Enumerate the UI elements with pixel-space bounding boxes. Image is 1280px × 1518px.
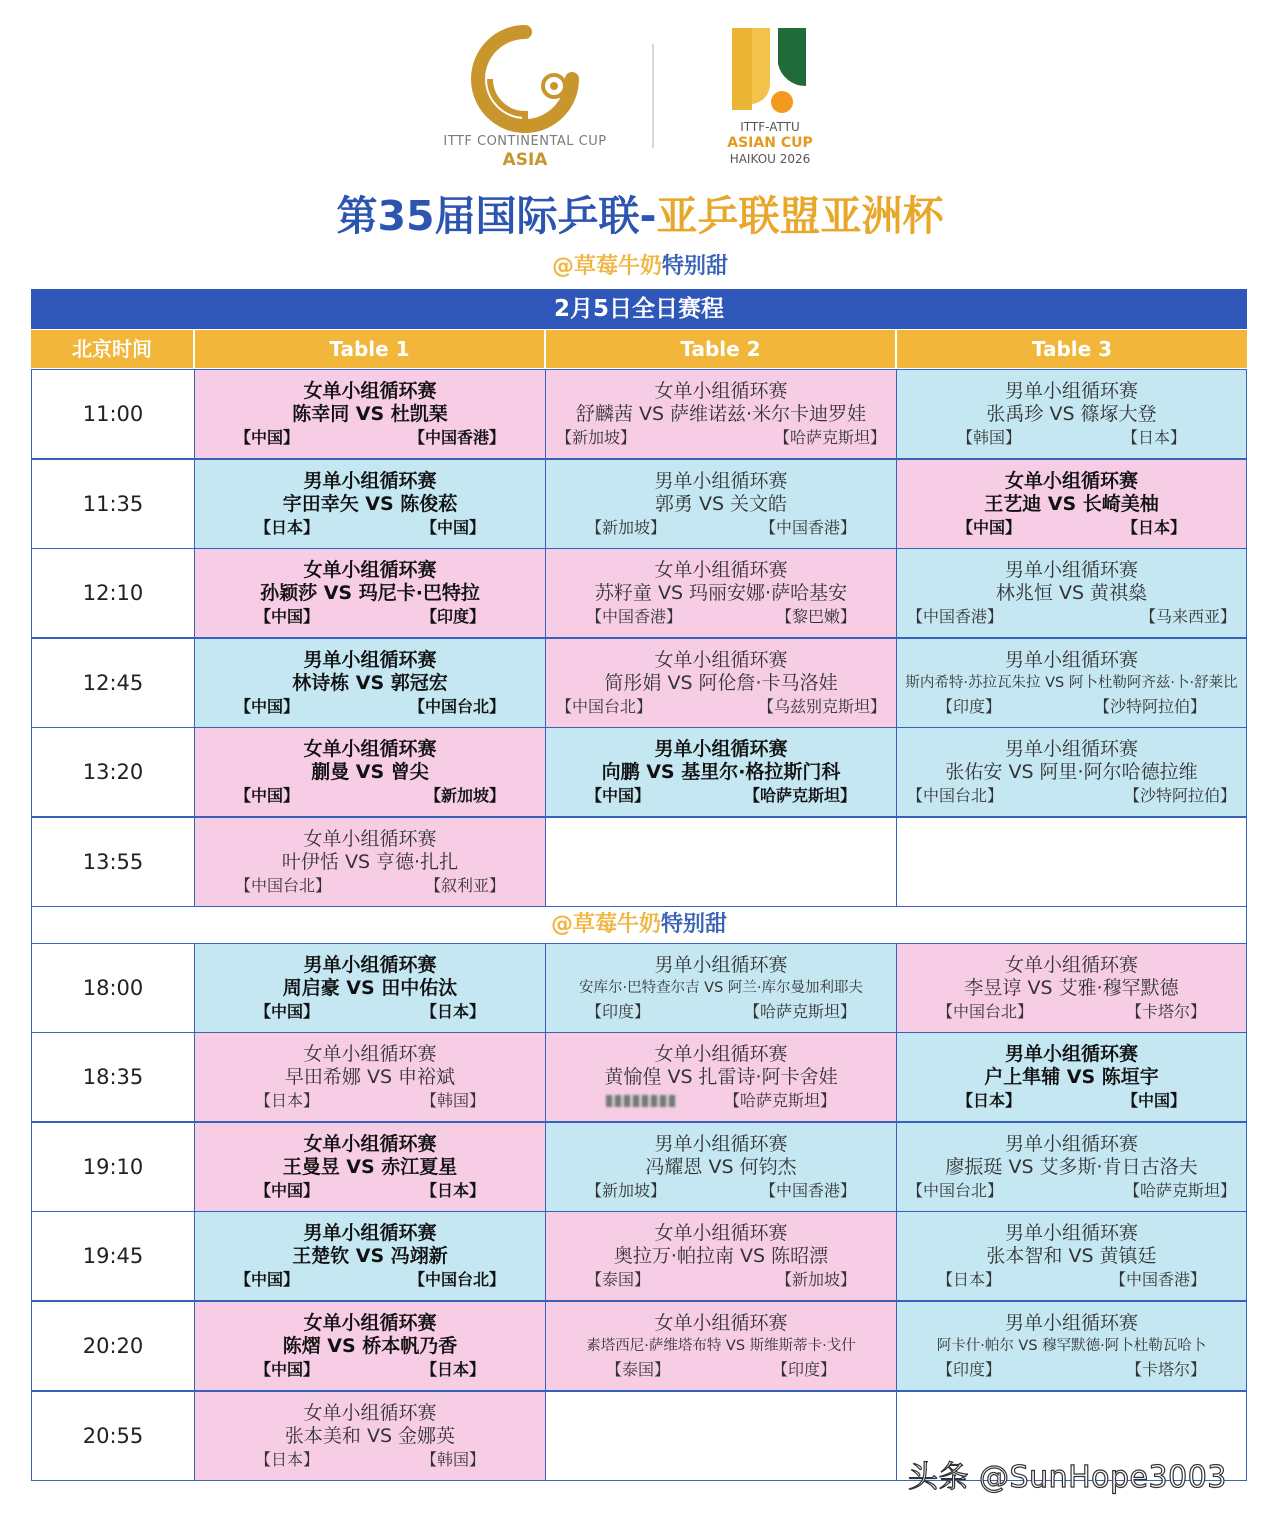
left-country: 【日本】 <box>937 1269 1002 1289</box>
event-name: 女单小组循环赛 <box>654 1311 788 1334</box>
match-players: 奥拉万·帕拉南 VS 陈昭漂 <box>613 1244 829 1267</box>
left-country: 【日本】 <box>255 1090 320 1110</box>
time-cell <box>31 1032 195 1122</box>
event-name: 女单小组循环赛 <box>654 648 788 671</box>
team-countries <box>195 1268 545 1291</box>
match-cell <box>545 727 897 817</box>
match-players: 张本美和 VS 金娜英 <box>284 1424 456 1447</box>
match-cell <box>896 369 1247 459</box>
event-name: 男单小组循环赛 <box>1004 558 1138 581</box>
left-country: 【日本】 <box>255 1449 320 1469</box>
right-country: 【中国香港】 <box>408 427 505 447</box>
event-name: 女单小组循环赛 <box>303 1042 437 1065</box>
match-cell <box>896 1032 1247 1122</box>
event-name: 女单小组循环赛 <box>303 379 437 402</box>
right-country: 【中国香港】 <box>759 517 856 537</box>
match-players: 陈熠 VS 桥本帆乃香 <box>282 1334 458 1357</box>
match-time: 13:55 <box>82 850 144 874</box>
left-country: 【韩国】 <box>957 427 1022 447</box>
footer-watermark: 头条 @SunHope3003 <box>908 1460 1227 1495</box>
left-country: 【中国台北】 <box>907 1180 1004 1200</box>
right-country: 【韩国】 <box>420 1090 485 1110</box>
left-country: 【新加坡】 <box>586 517 667 537</box>
left-country: 【泰国】 <box>586 1269 651 1289</box>
match-cell <box>194 943 546 1033</box>
match-players: 林兆恒 VS 黄祺燊 <box>995 581 1148 604</box>
empty-cell <box>896 817 1247 907</box>
match-players: 早田希娜 VS 申裕斌 <box>284 1065 456 1088</box>
team-countries <box>195 516 545 539</box>
event-name: 女单小组循环赛 <box>1004 953 1138 976</box>
left-country: 【中国台北】 <box>556 696 653 716</box>
match-cell <box>896 548 1247 638</box>
page-title <box>0 188 1280 244</box>
team-countries <box>897 1179 1246 1202</box>
left-country: 【印度】 <box>937 1359 1002 1379</box>
left-country: 【中国香港】 <box>907 606 1004 626</box>
right-country: 【卡塔尔】 <box>1125 1001 1206 1021</box>
team-countries <box>546 1358 896 1381</box>
col-header-time: 北京时间 <box>31 330 193 368</box>
event-name: 女单小组循环赛 <box>303 1132 437 1155</box>
team-countries <box>897 695 1246 718</box>
match-cell <box>545 459 897 549</box>
match-players: 简彤娟 VS 阿伦詹·卡马洛娃 <box>604 671 838 694</box>
right-country: 【中国台北】 <box>408 1269 505 1289</box>
right-country: 【哈萨克斯坦】 <box>1123 1180 1236 1200</box>
match-time: 12:45 <box>82 671 144 695</box>
right-country: 【马来西亚】 <box>1139 606 1236 626</box>
logo-divider <box>652 44 654 148</box>
time-cell <box>31 1391 195 1481</box>
event-name: 女单小组循环赛 <box>654 1221 788 1244</box>
match-cell <box>194 1211 546 1301</box>
match-cell <box>194 817 546 907</box>
match-cell <box>194 548 546 638</box>
match-players: 叶伊恬 VS 亨德·扎扎 <box>281 850 459 873</box>
team-countries <box>195 1089 545 1112</box>
time-cell <box>31 1301 195 1391</box>
match-time: 11:00 <box>82 402 144 426</box>
match-cell <box>545 369 897 459</box>
match-cell <box>545 943 897 1033</box>
left-country: 【中国】 <box>255 1001 320 1021</box>
redacted-country <box>606 1095 676 1107</box>
match-players: 舒麟茜 VS 萨维诺兹·米尔卡迪罗娃 <box>575 402 867 425</box>
match-time: 13:20 <box>82 760 144 784</box>
left-country: 【日本】 <box>255 517 320 537</box>
match-players: 王艺迪 VS 长崎美柚 <box>984 492 1159 515</box>
right-country: 【新加坡】 <box>775 1269 856 1289</box>
right-country: 【中国台北】 <box>408 696 505 716</box>
schedule-table <box>31 289 1247 1482</box>
event-name: 男单小组循环赛 <box>1004 1132 1138 1155</box>
time-cell <box>31 817 195 907</box>
event-name: 女单小组循环赛 <box>654 558 788 581</box>
continental-cup-emblem-icon <box>470 24 580 134</box>
left-country: 【中国台北】 <box>907 785 1004 805</box>
left-country: 【中国台北】 <box>937 1001 1034 1021</box>
match-cell <box>896 459 1247 549</box>
match-cell <box>896 943 1247 1033</box>
asian-cup-emblem-icon <box>730 24 810 116</box>
match-cell <box>545 1032 897 1122</box>
event-name: 男单小组循环赛 <box>1004 737 1138 760</box>
event-name: 男单小组循环赛 <box>654 953 788 976</box>
match-players: 孙颖莎 VS 玛尼卡·巴特拉 <box>260 581 480 604</box>
right-country: 【印度】 <box>420 606 485 626</box>
col-header-table1: Table 1 <box>195 330 544 368</box>
right-country: 【叙利亚】 <box>424 875 505 895</box>
event-name: 男单小组循环赛 <box>1004 648 1138 671</box>
event-name: 女单小组循环赛 <box>1004 469 1138 492</box>
time-cell <box>31 459 195 549</box>
team-countries <box>546 1268 896 1291</box>
watermark-mid <box>31 906 1247 944</box>
team-countries <box>546 605 896 628</box>
match-players: 阿卡什·帕尔 VS 穆罕默德·阿卜杜勒瓦哈卜 <box>936 1337 1207 1354</box>
logo-right-line1: ITTF-ATTU <box>740 120 800 134</box>
match-time: 18:00 <box>82 976 144 1000</box>
team-countries <box>195 874 545 897</box>
left-country: 【中国】 <box>235 427 300 447</box>
left-country: 【日本】 <box>957 1090 1022 1110</box>
left-country: 【印度】 <box>937 696 1002 716</box>
right-country: 【日本】 <box>420 1359 485 1379</box>
left-country: 【泰国】 <box>606 1359 671 1379</box>
match-time: 20:20 <box>82 1334 144 1358</box>
match-players: 户上隼辅 VS 陈垣宇 <box>984 1065 1159 1088</box>
team-countries <box>546 516 896 539</box>
match-time: 11:35 <box>82 492 144 516</box>
time-cell <box>31 638 195 728</box>
match-cell <box>194 459 546 549</box>
right-country: 【卡塔尔】 <box>1125 1359 1206 1379</box>
logo-left-line1: ITTF CONTINENTAL CUP <box>443 134 607 149</box>
left-country: 【中国】 <box>235 696 300 716</box>
left-country: 【新加坡】 <box>586 1180 667 1200</box>
match-time: 19:10 <box>82 1155 144 1179</box>
empty-cell <box>545 1391 897 1481</box>
right-country: 【印度】 <box>771 1359 836 1379</box>
asian-cup-logo <box>700 22 840 172</box>
match-players: 张佑安 VS 阿里·阿尔哈德拉维 <box>945 760 1198 783</box>
match-players: 斯内希特·苏拉瓦朱拉 VS 阿卜杜勒阿齐兹·卜·舒莱比 <box>905 674 1238 691</box>
match-cell <box>545 638 897 728</box>
watermark-part1: @草莓牛奶 <box>550 912 661 937</box>
left-country: 【新加坡】 <box>556 427 637 447</box>
right-country: 【中国香港】 <box>1109 1269 1206 1289</box>
time-cell <box>31 548 195 638</box>
match-cell <box>194 727 546 817</box>
match-players: 周启豪 VS 田中佑汰 <box>282 976 458 999</box>
match-players: 宇田幸矢 VS 陈俊菘 <box>282 492 458 515</box>
right-country: 【哈萨克斯坦】 <box>773 427 886 447</box>
match-players: 苏籽童 VS 玛丽安娜·萨哈基安 <box>594 581 848 604</box>
match-cell <box>896 638 1247 728</box>
match-cell <box>194 1391 546 1481</box>
right-country: 【新加坡】 <box>424 785 505 805</box>
event-name: 男单小组循环赛 <box>303 1221 437 1244</box>
match-time: 20:55 <box>82 1424 144 1448</box>
match-players: 李昱谆 VS 艾雅·穆罕默德 <box>964 976 1179 999</box>
event-name: 男单小组循环赛 <box>654 469 788 492</box>
match-players: 张禹珍 VS 篠塚大登 <box>986 402 1157 425</box>
right-country: 【沙特阿拉伯】 <box>1093 696 1206 716</box>
event-name: 男单小组循环赛 <box>1004 1042 1138 1065</box>
match-cell <box>194 638 546 728</box>
team-countries <box>195 784 545 807</box>
left-country: 【中国】 <box>957 517 1022 537</box>
team-countries <box>897 426 1246 449</box>
match-cell <box>194 1122 546 1212</box>
match-players: 王楚钦 VS 冯翊新 <box>292 1244 448 1267</box>
match-cell <box>896 1301 1247 1391</box>
right-country: 【哈萨克斯坦】 <box>723 1090 836 1110</box>
right-country: 【日本】 <box>1121 427 1186 447</box>
col-header-table3: Table 3 <box>897 330 1247 368</box>
event-name: 女单小组循环赛 <box>303 558 437 581</box>
left-country: 【中国】 <box>235 1269 300 1289</box>
right-country: 【日本】 <box>420 1001 485 1021</box>
event-name: 男单小组循环赛 <box>303 648 437 671</box>
match-cell <box>194 369 546 459</box>
match-cell <box>896 727 1247 817</box>
match-cell <box>545 1211 897 1301</box>
event-name: 男单小组循环赛 <box>654 737 788 760</box>
event-name: 男单小组循环赛 <box>654 1132 788 1155</box>
time-cell <box>31 369 195 459</box>
logo-right-line3: HAIKOU 2026 <box>729 152 811 166</box>
right-country: 【哈萨克斯坦】 <box>743 1001 856 1021</box>
match-players: 王曼昱 VS 赤江夏星 <box>282 1155 458 1178</box>
match-players: 黄愉偟 VS 扎雷诗·阿卡舍娃 <box>604 1065 838 1088</box>
schedule-title: 2月5日全日赛程 <box>31 289 1247 329</box>
left-country: 【中国台北】 <box>235 875 332 895</box>
logo-right-line2: ASIAN CUP <box>727 135 813 151</box>
event-name: 男单小组循环赛 <box>1004 1221 1138 1244</box>
time-cell <box>31 1122 195 1212</box>
team-countries <box>195 695 545 718</box>
event-name: 男单小组循环赛 <box>303 953 437 976</box>
match-players: 郭勇 VS 关文皓 <box>654 492 788 515</box>
match-cell <box>545 1301 897 1391</box>
match-players: 廖振珽 VS 艾多斯·肯日古洛夫 <box>945 1155 1198 1178</box>
left-country: 【中国】 <box>235 785 300 805</box>
match-cell <box>545 548 897 638</box>
event-name: 女单小组循环赛 <box>303 1311 437 1334</box>
time-cell <box>31 1211 195 1301</box>
right-country: 【日本】 <box>1121 517 1186 537</box>
event-name: 女单小组循环赛 <box>303 827 437 850</box>
team-countries <box>195 605 545 628</box>
title-part1: 第35届国际乒联- <box>336 192 657 240</box>
time-cell <box>31 943 195 1033</box>
match-cell <box>896 1122 1247 1212</box>
left-country: 【中国】 <box>255 606 320 626</box>
logo-left-line2: ASIA <box>502 150 548 170</box>
event-name: 女单小组循环赛 <box>654 1042 788 1065</box>
team-countries <box>195 1358 545 1381</box>
team-countries <box>897 784 1246 807</box>
empty-cell <box>545 817 897 907</box>
match-cell <box>194 1032 546 1122</box>
right-country: 【沙特阿拉伯】 <box>1123 785 1236 805</box>
logo-header <box>0 0 1280 180</box>
match-time: 19:45 <box>82 1244 144 1268</box>
event-name: 男单小组循环赛 <box>303 469 437 492</box>
match-players: 张本智和 VS 黄镇廷 <box>986 1244 1157 1267</box>
right-country: 【黎巴嫩】 <box>775 606 856 626</box>
left-country: 【中国】 <box>255 1180 320 1200</box>
match-time: 18:35 <box>82 1065 144 1089</box>
match-cell <box>194 1301 546 1391</box>
right-country: 【韩国】 <box>420 1449 485 1469</box>
time-cell <box>31 727 195 817</box>
match-players: 素塔西尼·萨维塔布特 VS 斯维斯蒂卡·戈什 <box>586 1337 856 1354</box>
watermark-part2: 特别甜 <box>662 254 729 279</box>
left-country: 【印度】 <box>586 1001 651 1021</box>
col-header-table2: Table 2 <box>546 330 895 368</box>
title-part2: 亚乒联盟亚洲杯 <box>656 192 944 240</box>
match-players: 冯耀恩 VS 何钧杰 <box>645 1155 797 1178</box>
match-cell <box>545 1122 897 1212</box>
team-countries <box>897 1358 1246 1381</box>
event-name: 男单小组循环赛 <box>1004 1311 1138 1334</box>
team-countries <box>195 1448 545 1471</box>
team-countries <box>195 1179 545 1202</box>
event-name: 男单小组循环赛 <box>1004 379 1138 402</box>
team-countries <box>195 1000 545 1023</box>
team-countries <box>546 1089 896 1112</box>
event-name: 女单小组循环赛 <box>303 1401 437 1424</box>
ittf-continental-cup-logo <box>440 20 610 170</box>
team-countries <box>546 426 896 449</box>
team-countries <box>897 605 1246 628</box>
watermark-part1: @草莓牛奶 <box>551 254 662 279</box>
left-country: 【中国】 <box>586 785 651 805</box>
right-country: 【日本】 <box>420 1180 485 1200</box>
team-countries <box>897 1268 1246 1291</box>
event-name: 女单小组循环赛 <box>303 737 437 760</box>
team-countries <box>546 784 896 807</box>
right-country: 【中国香港】 <box>759 1180 856 1200</box>
team-countries <box>546 1179 896 1202</box>
match-players: 向鹏 VS 基里尔·格拉斯门科 <box>601 760 841 783</box>
watermark-part2: 特别甜 <box>661 912 728 937</box>
team-countries <box>897 1000 1246 1023</box>
team-countries <box>897 1089 1246 1112</box>
left-country: 【中国】 <box>255 1359 320 1379</box>
match-time: 12:10 <box>82 581 144 605</box>
team-countries <box>546 695 896 718</box>
match-players: 蒯曼 VS 曾尖 <box>311 760 429 783</box>
left-country: 【中国香港】 <box>586 606 683 626</box>
match-cell <box>896 1211 1247 1301</box>
right-country: 【中国】 <box>420 517 485 537</box>
match-players: 林诗栋 VS 郭冠宏 <box>292 671 448 694</box>
left-country <box>606 1089 676 1112</box>
right-country: 【乌兹别克斯坦】 <box>757 696 886 716</box>
event-name: 女单小组循环赛 <box>654 379 788 402</box>
team-countries <box>546 1000 896 1023</box>
team-countries <box>897 516 1246 539</box>
match-players: 安库尔·巴特查尔吉 VS 阿兰·库尔曼加利耶夫 <box>578 979 864 996</box>
watermark-top <box>0 252 1280 282</box>
right-country: 【中国】 <box>1121 1090 1186 1110</box>
right-country: 【哈萨克斯坦】 <box>743 785 856 805</box>
match-players: 陈幸同 VS 杜凯琹 <box>292 402 448 425</box>
team-countries <box>195 426 545 449</box>
